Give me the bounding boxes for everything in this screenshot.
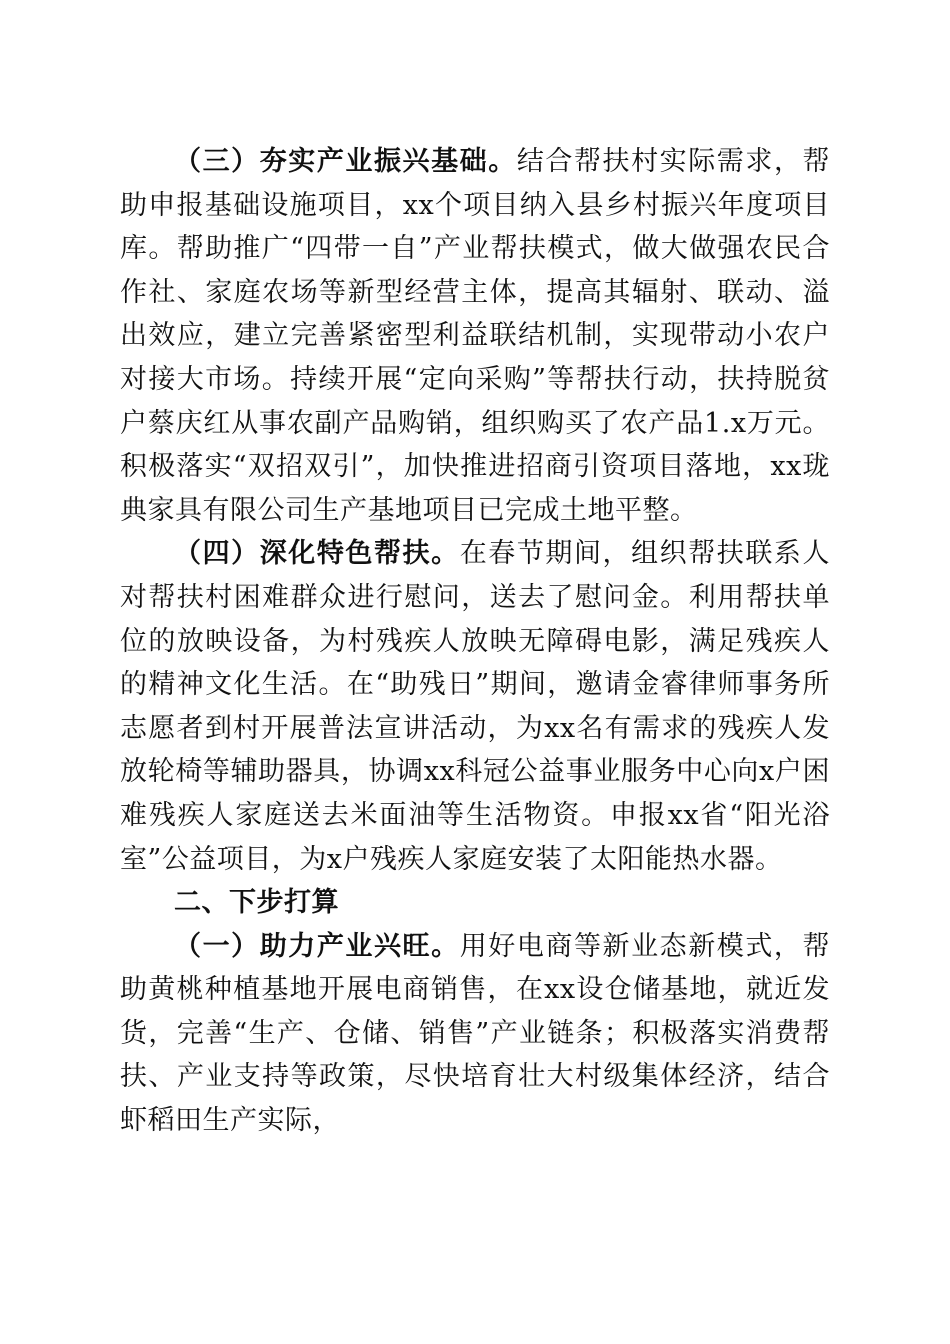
- paragraph-body: 用好电商等新业态新模式，帮助黄桃种植基地开展电商销售，在xx设仓储基地，就近发货，完善“生产、仓储、销售”产业链条；积极落实消费帮扶、产业支持等政策，尽快培育壮大村级集体经济，结合虾稻田生产实际，: [120, 930, 831, 1137]
- paragraph-lead: （四）深化特色帮扶。: [174, 538, 460, 570]
- paragraph-lead: （三）夯实产业振兴基础。: [174, 146, 517, 177]
- paragraph-body: 在春节期间，组织帮扶联系人对帮扶村困难群众进行慰问，送去了慰问金。利用帮扶单位的放映设备，为村残疾人放映无障碍电影，满足残疾人的精神文化生活。在“助残日”期间，邀请金睿律师事务所志愿者到村开展普法宣讲活动，为xx名有需求的残疾人发放轮椅等辅助器具，协调xx科冠公益事业服务中心向x户困难残疾人家庭送去米面油等生活物资。申报xx省“阳光浴室”公益项目，为x户残疾人家庭安装了太阳能热水器。: [120, 538, 831, 875]
- paragraph-body: 结合帮扶村实际需求，帮助申报基础设施项目，xx个项目纳入县乡村振兴年度项目库。帮助推广“四带一自”产业帮扶模式，做大做强农民合作社、家庭农场等新型经营主体，提高其辐射、联动、溢出效应，建立完善紧密型利益联结机制，实现带动小农户对接大市场。持续开展“定向采购”等帮扶行动，扶持脱贫户蔡庆红从事农副产品购销，组织购买了农产品1.x万元。积极落实“双招双引”，加快推进招商引资项目落地，xx珑典家具有限公司生产基地项目已完成土地平整。: [120, 146, 831, 526]
- paragraph-special-assistance: [120, 532, 830, 881]
- paragraph-industry-prosperity: [120, 925, 830, 1143]
- paragraph-industry-revitalization: [120, 140, 830, 532]
- section-heading: 二、下步打算: [174, 887, 339, 919]
- paragraph-lead: （一）助力产业兴旺。: [174, 930, 460, 962]
- document-page: [120, 140, 830, 1143]
